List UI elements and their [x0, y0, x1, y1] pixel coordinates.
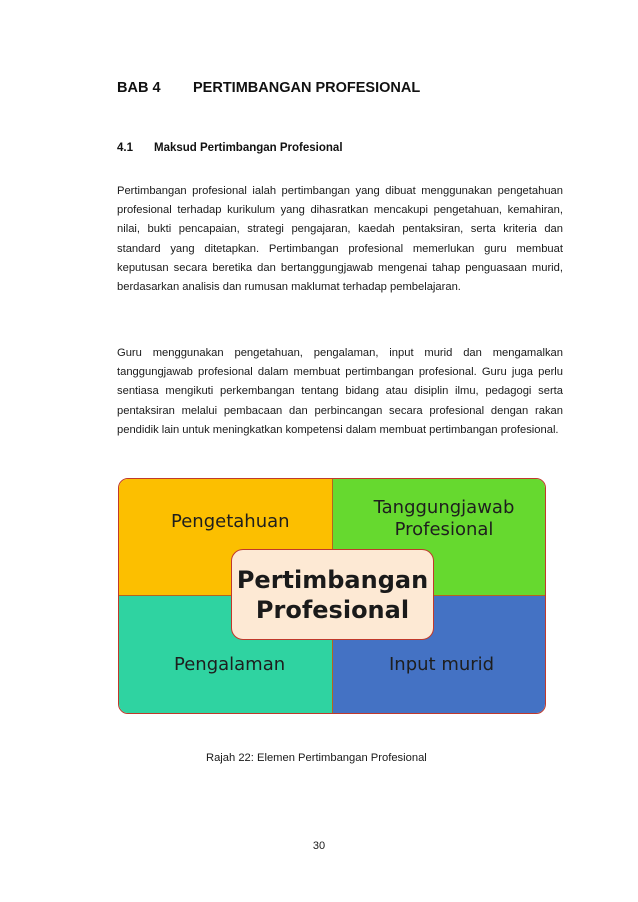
section-title: Maksud Pertimbangan Profesional: [154, 142, 343, 154]
quadrant-responsibility-line1: Tanggungjawab: [373, 497, 515, 518]
center-concept-line2: Profesional: [255, 595, 410, 624]
quadrant-responsibility-label: [369, 497, 519, 541]
quadrant-student-input-label: Input murid: [389, 654, 495, 675]
center-concept-box: [231, 549, 434, 640]
section-number: 4.1: [117, 142, 133, 154]
section-heading: [117, 142, 343, 154]
chapter-number: BAB 4: [117, 80, 161, 96]
chapter-title: PERTIMBANGAN PROFESIONAL: [193, 80, 421, 96]
paragraph-2: Guru menggunakan pengetahuan, pengalaman, input murid dan mengamalkan tanggungjawab profesional dalam membuat pertimbangan profesional. Guru juga perlu sentiasa mengikuti perkembangan tentang bidang atau disiplin ilmu, pedagogi serta pentaksiran melalui pembacaan dan perbincangan secara profesional dengan rakan pendidik lain untuk meningkatkan kompetensi dalam membuat pertimbangan profesional.: [117, 347, 563, 436]
quadrant-experience-label: Pengalaman: [174, 654, 286, 675]
paragraph-1: Pertimbangan profesional ialah pertimbangan yang dibuat menggunakan pengetahuan profesional terhadap kurikulum yang dihasratkan mencakupi pengetahuan, kemahiran, nilai, bukti pencapaian, strategi pengajaran, kaedah pentaksiran, serta kriteria dan standard yang ditetapkan. Pertimbangan profesional memerlukan guru membuat keputusan secara beretika dan bertanggungjawab mengenai tahap penguasaan murid, berdasarkan analisis dan rumusan maklumat terhadap pembelajaran.: [117, 185, 563, 294]
center-concept-line1: Pertimbangan: [236, 565, 429, 594]
page-number: 30: [312, 840, 326, 852]
figure-caption: Rajah 22: Elemen Pertimbangan Profesional: [206, 752, 427, 764]
chapter-heading: [117, 80, 420, 96]
quadrant-knowledge-label: Pengetahuan: [171, 511, 290, 532]
quadrant-responsibility-line2: Profesional: [394, 519, 494, 540]
